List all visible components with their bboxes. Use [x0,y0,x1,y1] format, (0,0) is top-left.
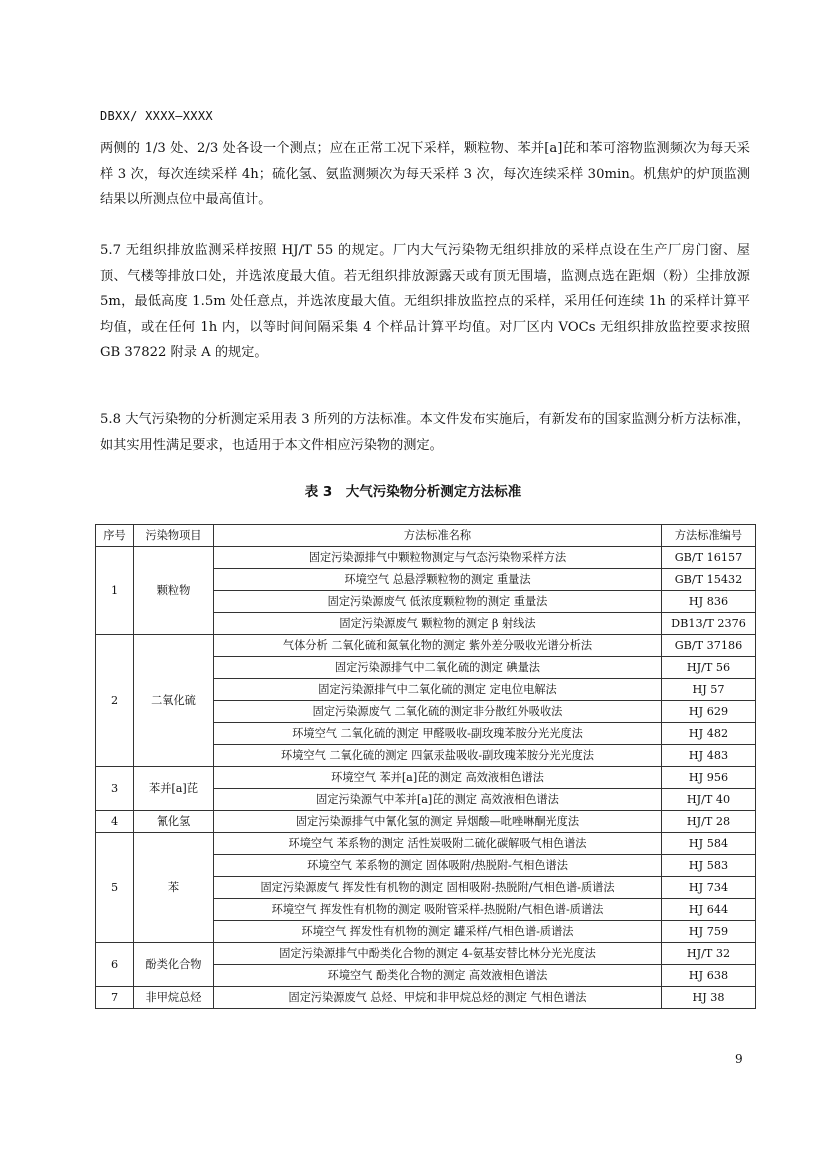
cell-method-code: GB/T 16157 [662,547,756,569]
cell-method-code: HJ 629 [662,701,756,723]
table-row [96,547,756,569]
cell-method-name: 环境空气 苯并[a]芘的测定 高效液相色谱法 [214,767,662,789]
table-row [96,767,756,789]
cell-method-name: 固定污染源废气 颗粒物的测定 β 射线法 [214,613,662,635]
cell-method-name: 环境空气 挥发性有机物的测定 吸附管采样-热脱附/气相色谱-质谱法 [214,899,662,921]
cell-method-code: HJ/T 28 [662,811,756,833]
cell-method-code: HJ 638 [662,965,756,987]
cell-method-code: HJ 583 [662,855,756,877]
header-pollutant: 污染物项目 [134,525,214,547]
cell-no: 7 [96,987,134,1009]
cell-pollutant: 非甲烷总烃 [134,987,214,1009]
table-row [96,987,756,1009]
cell-method-name: 固定污染源废气 总烃、甲烷和非甲烷总烃的测定 气相色谱法 [214,987,662,1009]
cell-pollutant: 二氧化硫 [134,635,214,767]
cell-method-name: 固定污染源排气中二氧化硫的测定 碘量法 [214,657,662,679]
cell-method-name: 固定污染源排气中二氧化硫的测定 定电位电解法 [214,679,662,701]
cell-pollutant: 颗粒物 [134,547,214,635]
table-row [96,943,756,965]
cell-method-code: DB13/T 2376 [662,613,756,635]
table-row [96,811,756,833]
table-row [96,833,756,855]
cell-method-name: 环境空气 挥发性有机物的测定 罐采样/气相色谱-质谱法 [214,921,662,943]
cell-pollutant: 苯 [134,833,214,943]
cell-method-name: 环境空气 酚类化合物的测定 高效液相色谱法 [214,965,662,987]
cell-method-code: HJ 734 [662,877,756,899]
cell-method-name: 环境空气 总悬浮颗粒物的测定 重量法 [214,569,662,591]
cell-no: 6 [96,943,134,987]
cell-method-name: 固定污染源排气中酚类化合物的测定 4-氨基安替比林分光光度法 [214,943,662,965]
header-method-name: 方法标准名称 [214,525,662,547]
header-method-code: 方法标准编号 [662,525,756,547]
cell-method-code: HJ/T 32 [662,943,756,965]
cell-method-code: HJ/T 40 [662,789,756,811]
cell-method-code: HJ 644 [662,899,756,921]
document-code-header: DBXX/ XXXX—XXXX [100,109,213,123]
cell-method-code: HJ 57 [662,679,756,701]
cell-method-code: HJ 483 [662,745,756,767]
cell-method-name: 固定污染源气中苯并[a]芘的测定 高效液相色谱法 [214,789,662,811]
paragraph-sampling-frequency: 两侧的 1/3 处、2/3 处各设一个测点；应在正常工况下采样，颗粒物、苯并[a]芘和苯可溶物监测频次为每天采样 3 次，每次连续采样 4h；硫化氢、氨监测频次为每天采样 3 次，每次连续采样 30min。机焦炉的炉顶监测结果以所测点位中最高值计。 [100,141,750,207]
paragraph-5-8: 5.8 大气污染物的分析测定采用表 3 所列的方法标准。本文件发布实施后，有新发布的国家监测分析方法标准，如其实用性满足要求，也适用于本文件相应污染物的测定。 [100,412,750,453]
header-no: 序号 [96,525,134,547]
cell-method-code: HJ 38 [662,987,756,1009]
table-row [96,635,756,657]
cell-no: 2 [96,635,134,767]
cell-pollutant: 酚类化合物 [134,943,214,987]
cell-method-name: 气体分析 二氧化硫和氮氧化物的测定 紫外差分吸收光谱分析法 [214,635,662,657]
cell-method-code: GB/T 37186 [662,635,756,657]
cell-method-name: 固定污染源废气 低浓度颗粒物的测定 重量法 [214,591,662,613]
cell-method-name: 固定污染源排气中颗粒物测定与气态污染物采样方法 [214,547,662,569]
table-caption: 表 3 大气污染物分析测定方法标准 [304,484,522,500]
cell-method-code: HJ 759 [662,921,756,943]
cell-no: 4 [96,811,134,833]
cell-method-name: 环境空气 苯系物的测定 固体吸附/热脱附-气相色谱法 [214,855,662,877]
paragraph-5-7: 5.7 无组织排放监测采样按照 HJ/T 55 的规定。厂内大气污染物无组织排放的采样点设在生产厂房门窗、屋顶、气楼等排放口处，并选浓度最大值。若无组织排放源露天或有顶无围墙，监测点选在距烟（粉）尘排放源 5m，最低高度 1.5m 处任意点，并选浓度最大值。无组织排放监控点的采样，采用任何连续 1h 的采样计算平均值，或在任何 1h 内，以等时间间隔采集 4 个样品计算平均值。对厂区内 VOCs 无组织排放监控要求按照 GB 37822 附录 A 的规定。 [100,243,750,360]
cell-method-code: HJ 482 [662,723,756,745]
cell-method-name: 环境空气 苯系物的测定 活性炭吸附二硫化碳解吸气相色谱法 [214,833,662,855]
cell-method-code: GB/T 15432 [662,569,756,591]
cell-method-name: 环境空气 二氧化硫的测定 四氯汞盐吸收-副玫瑰苯胺分光光度法 [214,745,662,767]
cell-method-code: HJ/T 56 [662,657,756,679]
cell-no: 3 [96,767,134,811]
page-number: 9 [735,1052,743,1066]
table-body [96,547,756,1009]
cell-method-code: HJ 956 [662,767,756,789]
cell-method-name: 环境空气 二氧化硫的测定 甲醛吸收-副玫瑰苯胺分光光度法 [214,723,662,745]
cell-method-name: 固定污染源废气 挥发性有机物的测定 固相吸附-热脱附/气相色谱-质谱法 [214,877,662,899]
cell-method-code: HJ 584 [662,833,756,855]
cell-pollutant: 苯并[a]芘 [134,767,214,811]
cell-no: 1 [96,547,134,635]
method-standards-table [95,524,756,1009]
cell-method-name: 固定污染源废气 二氧化硫的测定非分散红外吸收法 [214,701,662,723]
table-header-row [96,525,756,547]
cell-method-code: HJ 836 [662,591,756,613]
cell-no: 5 [96,833,134,943]
cell-method-name: 固定污染源排气中氰化氢的测定 异烟酸—吡唑啉酮光度法 [214,811,662,833]
cell-pollutant: 氰化氢 [134,811,214,833]
